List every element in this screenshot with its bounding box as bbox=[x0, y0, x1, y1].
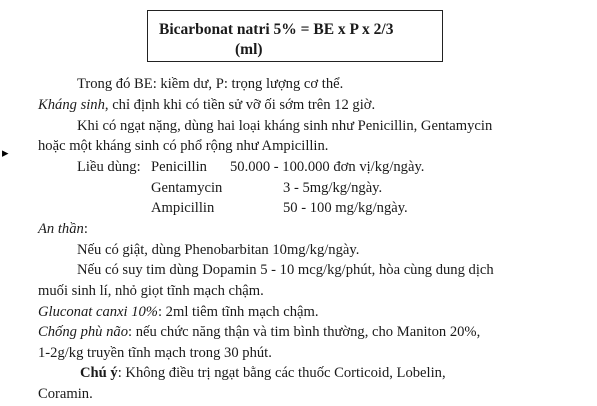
note-label: Chú ý bbox=[80, 365, 118, 381]
severe-line-1: Khi có ngạt nặng, dùng hai loại kháng sinh như Penicillin, Gentamycin bbox=[77, 118, 493, 134]
calcium-line bbox=[38, 302, 318, 323]
edema-text: : nếu chức năng thận và tim bình thường, cho Maniton 20%, bbox=[128, 324, 481, 340]
dose-value: 3 - 5mg/kg/ngày. bbox=[283, 180, 383, 196]
dose-value: 50 - 100 mg/kg/ngày. bbox=[283, 200, 408, 216]
antibiotic-text: , chỉ định khi có tiền sử vỡ ối sớm trên 12 giờ. bbox=[104, 97, 376, 113]
heart-line-2: muối sinh lí, nhỏ giọt tĩnh mạch chậm. bbox=[38, 283, 264, 299]
heart-line-1: Nếu có suy tim dùng Dopamin 5 - 10 mcg/kg/phút, hòa cùng dung dịch bbox=[77, 262, 494, 278]
severe-line-2: hoặc một kháng sinh có phổ rộng như Ampicillin. bbox=[38, 138, 329, 154]
sedative-colon: : bbox=[83, 221, 88, 237]
dose-name: Gentamycin bbox=[151, 180, 223, 196]
note-text: : Không điều trị ngạt bằng các thuốc Corticoid, Lobelin, bbox=[117, 365, 446, 381]
antibiotic-term: Kháng sinh bbox=[38, 97, 105, 113]
formula-line-2: (ml) bbox=[235, 41, 263, 58]
edema-line-1 bbox=[38, 322, 480, 343]
seizure-line: Nếu có giật, dùng Phenobarbitan 10mg/kg/ngày. bbox=[77, 242, 360, 258]
formula-box bbox=[147, 10, 443, 62]
note-line-2: Coramin. bbox=[38, 386, 93, 402]
margin-mark: ▸ bbox=[2, 145, 9, 160]
calcium-text: : 2ml tiêm tĩnh mạch chậm. bbox=[157, 304, 319, 320]
formula-line-1: Bicarbonat natri 5% = BE x P x 2/3 bbox=[159, 21, 394, 38]
calcium-term: Gluconat canxi 10% bbox=[38, 304, 158, 320]
sedative-term: An thần bbox=[38, 221, 84, 237]
dose-value: 50.000 - 100.000 đơn vị/kg/ngày. bbox=[230, 159, 425, 175]
antibiotic-paragraph bbox=[38, 95, 375, 116]
sedative-heading bbox=[38, 219, 88, 240]
edema-line-2: 1-2g/kg truyền tĩnh mạch trong 30 phút. bbox=[38, 345, 272, 361]
edema-term: Chống phù não bbox=[38, 324, 128, 340]
dose-name: Penicillin bbox=[151, 159, 207, 175]
para-where: Trong đó BE: kiềm dư, P: trọng lượng cơ thể. bbox=[77, 76, 344, 92]
note-line-1 bbox=[80, 363, 446, 384]
dose-name: Ampicillin bbox=[151, 200, 215, 216]
dose-label: Liều dùng: bbox=[77, 159, 141, 175]
